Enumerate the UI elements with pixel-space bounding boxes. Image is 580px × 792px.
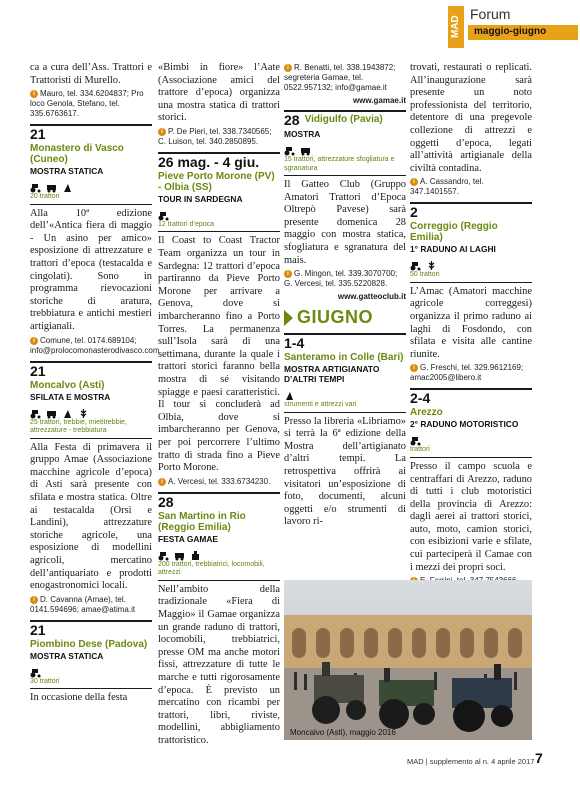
event-icons bbox=[284, 388, 406, 399]
event-icons bbox=[30, 665, 152, 676]
event-title: SFILATA E MOSTRA bbox=[30, 391, 111, 402]
event-block bbox=[30, 620, 152, 705]
section-title: Forum bbox=[470, 6, 511, 22]
event-tag: 200 trattori, trebbiatrici, locomobili, attrezzi bbox=[158, 561, 280, 581]
tractor-icon bbox=[30, 665, 41, 676]
contact-info: i A. Cassandro, tel. 347.1401557. bbox=[410, 177, 484, 197]
event-date: 2-4 bbox=[410, 390, 431, 407]
event-place: Moncalvo (Asti) bbox=[30, 379, 105, 391]
event-icons bbox=[30, 406, 152, 417]
event-text: Alla Festa di primavera il gruppo Amae (Associazione macchine agricole d’epoca) di Asti sarà presente con sfilata e mostra statica. Oltre ai testacalda (Orsi e Landini), attrezzature storiche agricole, una esposizione di modellini agricoli, mercatino dell’antiquariato e prodotti enogastronomici locali. bbox=[30, 441, 152, 592]
tool-icon bbox=[62, 180, 73, 191]
info-icon: i bbox=[158, 128, 166, 136]
event-tag: 15 trattori, attrezzature sfogliatura e sgranatura bbox=[284, 156, 406, 176]
event-date: 21 bbox=[30, 621, 46, 638]
info-icon: i bbox=[30, 337, 38, 345]
event-block bbox=[158, 152, 280, 487]
event-place: Piombino Dese (Padova) bbox=[30, 638, 148, 650]
intro-text: ca a cura dell’Ass. Trattori e Trattoristi di Murello. bbox=[30, 62, 152, 86]
page-footer: MAD | supplemento al n. 4 aprile 2017 bbox=[407, 757, 535, 766]
tractor-icon bbox=[410, 258, 421, 269]
event-date: 21 bbox=[30, 126, 46, 143]
wheat-icon bbox=[426, 258, 437, 269]
event-tag: 25 trattori, trebbie, mietitrebbie, attrezzature - trebbiatura bbox=[30, 419, 152, 439]
wheat-icon bbox=[78, 406, 89, 417]
column-4 bbox=[410, 62, 532, 577]
page-header bbox=[440, 0, 580, 60]
tool-icon bbox=[284, 388, 295, 399]
event-icons bbox=[410, 258, 532, 269]
info-icon: i bbox=[158, 478, 166, 486]
event-photo bbox=[284, 580, 532, 740]
event-tag: 50 trattori bbox=[410, 271, 532, 283]
event-block bbox=[30, 124, 160, 355]
thresher-icon bbox=[46, 406, 57, 417]
contact-info: i A. Vercesi, tel. 333.6734230. bbox=[158, 477, 280, 487]
event-block bbox=[30, 361, 152, 615]
info-icon: i bbox=[284, 64, 292, 72]
photo-caption: Moncalvo (Asti), maggio 2016 bbox=[290, 728, 396, 737]
event-text: Presso la libreria «Libriamo» si terrà la 6ª edizione della Mostra dell’artigianato d’altri tempi. La retrospettiva offrirà ai visitatori un’esposizione di foto, documenti, alcuni oggetti e/o strumenti di lavoro ri- bbox=[284, 415, 406, 528]
event-block bbox=[284, 333, 406, 529]
event-block bbox=[410, 388, 532, 586]
event-place: Pieve Porto Morone (PV) - Olbia (SS) bbox=[158, 170, 275, 193]
event-date: 2 bbox=[410, 204, 418, 221]
event-text: L’Amac (Amatori macchine agricole correggesi) organizza il primo raduno ai laghi di Fosdondo, con sfilata e visita alle cantine riunite. bbox=[410, 285, 532, 360]
thresher-icon bbox=[174, 548, 185, 559]
contact-info: i G. Freschi, tel. 329.9612169; amac2005@libero.it bbox=[410, 363, 524, 383]
page-number: 7 bbox=[535, 750, 543, 766]
event-title: 1° RADUNO AI LAGHI bbox=[410, 244, 496, 255]
tractor-icon bbox=[30, 406, 41, 417]
edition-label: maggio-giugno bbox=[474, 26, 547, 37]
event-icons bbox=[284, 143, 406, 154]
month-banner: GIUGNO bbox=[284, 307, 406, 328]
event-date: 28 bbox=[284, 112, 300, 128]
intro-text: trovati, restaurati o replicati. All’inaugurazione sarà presente un noto professionista del territorio, detentore di una pregevole collezione di attrezzi e oggetti d’epoca, legati all’attività artigianale della civiltà contadina. bbox=[410, 62, 532, 174]
thresher-icon bbox=[300, 143, 311, 154]
event-tag: 30 trattori bbox=[30, 678, 152, 690]
event-text: In occasione della festa bbox=[30, 692, 128, 704]
event-title: 2° RADUNO MOTORISTICO bbox=[410, 419, 519, 430]
contact-info: i P. De Pieri, tel. 338.7340565; C. Luison, tel. 340.2850895. bbox=[158, 126, 272, 146]
engine-icon bbox=[190, 548, 201, 559]
event-place: Correggio (Reggio Emilia) bbox=[410, 221, 498, 244]
tractor-icon bbox=[30, 180, 41, 191]
thresher-icon bbox=[46, 180, 57, 191]
info-icon: i bbox=[30, 90, 38, 98]
info-icon: i bbox=[30, 596, 38, 604]
tractor-icon bbox=[158, 208, 169, 219]
event-tag: 12 trattori d’epoca bbox=[158, 221, 280, 233]
event-place: Santeramo in Colle (Bari) bbox=[284, 352, 404, 364]
tractor-icon bbox=[158, 548, 169, 559]
event-block bbox=[158, 492, 280, 748]
event-tag: strumenti e attrezzi vari bbox=[284, 401, 406, 413]
event-block bbox=[410, 202, 532, 383]
event-text: Nell’ambito della tradizionale «Fiera di Maggio» il Gamae organizza un grande raduno di trattori, locomobili, trebbiatrici, presse OM ma anche motori fissi, attrezzature di tutte le marche e tutti rigorosamente d’epoca. È previsto un mercatino con ricambi per trattori, libri, riviste, modellini, abbigliamento trattoristico. bbox=[158, 583, 280, 746]
event-tag: trattori bbox=[410, 446, 532, 458]
event-block bbox=[284, 110, 406, 301]
event-date: 28 bbox=[158, 493, 174, 510]
event-place: Arezzo bbox=[410, 407, 443, 419]
event-place: Monastero di Vasco (Cuneo) bbox=[30, 143, 124, 166]
website-link[interactable]: www.gatteoclub.it bbox=[337, 292, 406, 302]
contact-info: i D. Cavanna (Amae), tel. 0141.594696; amae@atima.it bbox=[30, 594, 136, 614]
event-place: San Martino in Rio (Reggio Emilia) bbox=[158, 510, 246, 533]
event-title: TOUR IN SARDEGNA bbox=[158, 193, 243, 204]
contact-info: i G. Mingon, tel. 339.3070700; G. Vercesi, tel. 335.5220828. bbox=[284, 269, 398, 289]
contact-info: i R. Benatti, tel. 338.1943872; segreteria Gamae, tel. 0522.957132; info@gamae.it bbox=[284, 63, 396, 92]
event-date: 21 bbox=[30, 362, 46, 379]
event-title: MOSTRA ARTIGIANATO D’ALTRI TEMPI bbox=[284, 364, 380, 385]
event-title: MOSTRA STATICA bbox=[30, 166, 104, 177]
event-title: FESTA GAMAE bbox=[158, 533, 219, 544]
contact-info: i Comune, tel. 0174.689104; info@prolocomonasterodivasco.com bbox=[30, 335, 160, 355]
tractor-icon bbox=[410, 433, 421, 444]
event-tag: 20 trattori bbox=[30, 193, 152, 205]
tool-icon bbox=[62, 406, 73, 417]
event-icons bbox=[158, 548, 280, 559]
intro-text: «Bimbi in fiore» l’Aate (Associazione amici del trattore d’epoca) organizza una mostra statica di trattori storici. bbox=[158, 62, 280, 124]
event-icons bbox=[158, 208, 280, 219]
event-place: Vidigulfo (Pavia) bbox=[304, 114, 383, 125]
event-text: Il Coast to Coast Tractor Team organizza un tour in Sardegna: 12 trattori d’epoca partiranno da Pieve Porto Morone per arrivare a Genova, dove si imbarcheranno fino a Porto Torres. La permanenza sull’Isola sarà di una settimana, durante la quale i trattori storici faranno bella mostra di sé visitando spiagge e paesi caratteristici. Il tour si concluderà ad Olbia, dove si imbarcheranno per Genova, per poi percorrere l’ultimo tratto di strada fino a Pieve Porto Morone. bbox=[158, 235, 280, 474]
event-date: 1-4 bbox=[284, 335, 305, 352]
info-icon: i bbox=[410, 364, 418, 372]
event-icons bbox=[30, 180, 152, 191]
column-1 bbox=[30, 62, 160, 752]
event-date: 26 mag. - 4 giu. bbox=[158, 153, 260, 170]
info-icon: i bbox=[284, 270, 292, 278]
contact-info: i Mauro, tel. 334.6204837; Pro loco Genola, Stefano, tel. 335.6763617. bbox=[30, 89, 144, 119]
website-link[interactable]: www.gamae.it bbox=[352, 96, 406, 105]
column-3 bbox=[284, 62, 406, 577]
info-icon: i bbox=[410, 178, 418, 186]
event-title: MOSTRA STATICA bbox=[30, 650, 104, 661]
event-text: Il Gatteo Club (Gruppo Amatori Trattori d’Epoca Oltrepò Pavese) sarà presente domenica 28 maggio con mostra statica, sfogliatura e sgranatura del mais. bbox=[284, 179, 406, 266]
event-icons bbox=[410, 433, 532, 444]
event-text: Alla 10ª edizione dell’«Antica fiera di maggio - Un asino per amico» esposizione di attrezzature e trattori d’epoca (testacalda e cingolati). Sono in programma rievocazioni storiche di aratura, trebbiatura e antichi mestieri artigianali. bbox=[30, 207, 152, 333]
column-2 bbox=[158, 62, 280, 752]
arrow-icon bbox=[284, 310, 293, 326]
event-title: MOSTRA bbox=[284, 129, 321, 139]
tractor-icon bbox=[284, 143, 295, 154]
mad-logo: MAD bbox=[448, 6, 464, 48]
event-text: Presso il campo scuola e centraffari di Arezzo, raduno di tutti i club motoristici della provincia di Arezzo: dagli aerei ai trattori storici, auto, moto, camion storici, con esibizioni varie e sfilate, cui parteciperà il Camae con i mezzi dei propri soci. bbox=[410, 460, 532, 573]
